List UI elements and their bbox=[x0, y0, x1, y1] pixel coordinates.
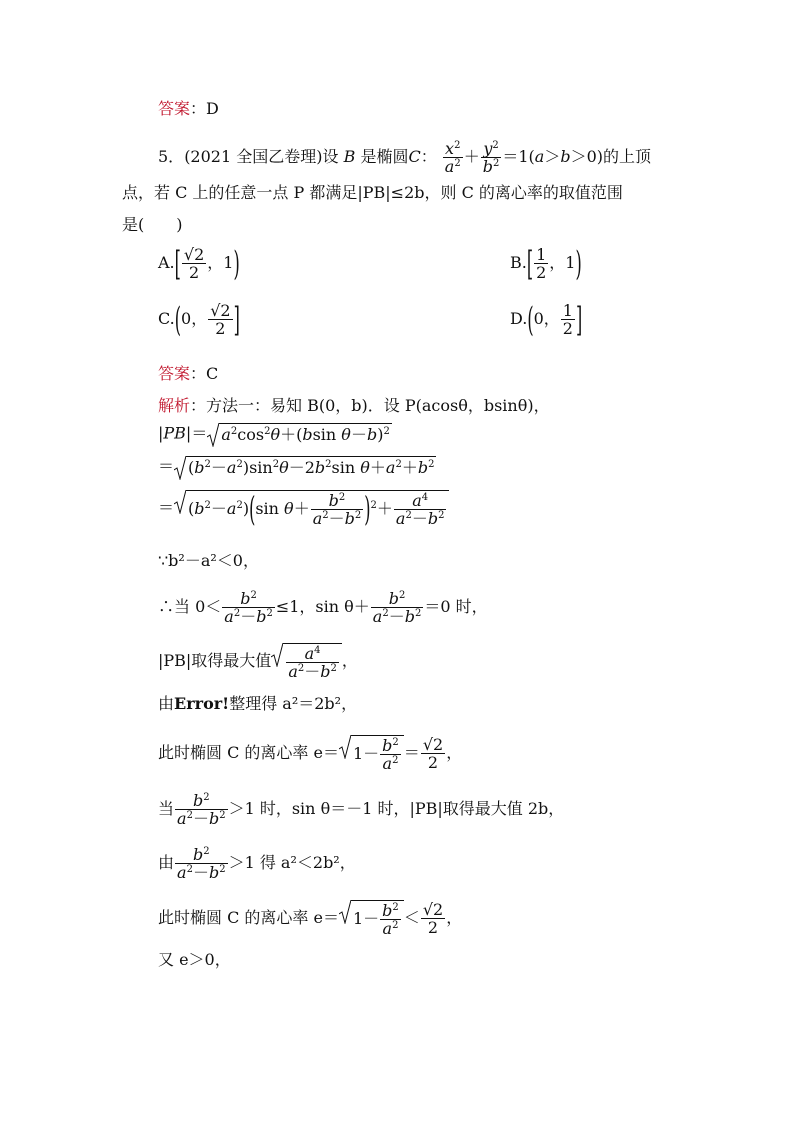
analysis-text: 由 bbox=[158, 694, 175, 713]
option-d: D.(0， $\frac{1}{2}$ ] bbox=[510, 299, 583, 340]
answer-value: ：D bbox=[190, 99, 219, 118]
analysis-text: 此时椭圆 C 的离心率 e＝ bbox=[158, 908, 339, 927]
answer-line-1 bbox=[158, 99, 219, 119]
eccentricity-1: 此时椭圆 C 的离心率 e＝ 1－ $\frac{b^2}{a^2}$ ＝ $\frac{√2}{2}$ ， bbox=[158, 735, 463, 773]
question-text: 的上顶 bbox=[603, 147, 652, 166]
question-text: 是椭圆 bbox=[360, 147, 409, 166]
analysis-text: ＞1 时，sin θ＝－1 时，|PB|取得最大值 2b， bbox=[228, 799, 565, 818]
analysis-text: ＞1 得 a²＜2b²， bbox=[228, 853, 356, 872]
analysis-intro bbox=[158, 396, 550, 416]
option-b: B.[ $\frac{1}{2}$ ，1) bbox=[510, 243, 582, 284]
fraction: $\frac{y^2}{b^2}$ bbox=[482, 139, 500, 176]
analysis-text: 当 bbox=[158, 799, 175, 818]
error-text: Error! bbox=[174, 694, 230, 713]
answer-label: 答案 bbox=[158, 364, 191, 383]
formula-pb: |PB|＝ $a^2\cos^2\theta+(bsin$ θ－b)$^2$ bbox=[158, 423, 390, 444]
analysis-text: ：方法一：易知 B(0，b)．设 P(acosθ，bsinθ)， bbox=[190, 396, 550, 415]
analysis-text: 此时椭圆 C 的离心率 e＝ bbox=[158, 743, 339, 762]
also-line: 又 e＞0， bbox=[158, 950, 231, 969]
question-line-3: 是( ) bbox=[122, 215, 183, 234]
fraction: $\frac{x^2}{a^2}$ bbox=[444, 139, 461, 176]
analysis-label: 解析 bbox=[158, 396, 191, 415]
option-key: B. bbox=[510, 253, 527, 272]
formula-expand: ＝ $(b^2-a^2)\sin^2\theta-2b^2\sin$ $\theta+a^2+b^2$ bbox=[158, 456, 435, 477]
max-value-1: |PB|取得最大值 $\frac{a^4}{a^2-b^2}$ ， bbox=[158, 644, 358, 681]
answer-label: 答案 bbox=[158, 99, 191, 118]
option-a: A.[ $\frac{√2}{2}$ ，1) bbox=[158, 243, 240, 284]
analysis-text: 整理得 a²＝2b²， bbox=[229, 694, 358, 713]
error-line bbox=[158, 694, 357, 714]
analysis-text: 由 bbox=[158, 853, 175, 872]
option-key: D. bbox=[510, 309, 528, 328]
answer-value: ：C bbox=[190, 364, 219, 383]
condition-1: ∵b²－a²＜0， bbox=[158, 551, 259, 570]
analysis-text: ＝0 时， bbox=[424, 597, 488, 616]
question-text: 设 bbox=[322, 147, 344, 166]
condition-2: ∴当 0＜ $\frac{b^2}{a^2-b^2}$ ≤1，sin θ＋ $\frac{b^2}{a^2-b^2}$ ＝0 时， bbox=[158, 589, 488, 626]
question-source: (2021 全国乙卷理) bbox=[184, 147, 323, 166]
analysis-text: ∴当 0＜ bbox=[158, 597, 222, 616]
formula-complete-square: ＝ $(b^2-a^2)(\sin$ θ＋ $\frac{b^2}{a^2-b^2}$ )$^2$＋ $\frac{a^4}{a^2-b^2}$ bbox=[158, 490, 449, 527]
option-c: C.(0， $\frac{√2}{2}$ ] bbox=[158, 299, 240, 340]
eccentricity-2: 此时椭圆 C 的离心率 e＝ 1－ $\frac{b^2}{a^2}$ ＜ $\frac{√2}{2}$ ， bbox=[158, 900, 463, 938]
answer-line-2 bbox=[158, 364, 218, 384]
question-line-1: 5．(2021 全国乙卷理)设 B 是椭圆C： $\frac{x^2}{a^2}$ ＋ $\frac{y^2}{b^2}$ ＝1(a＞b＞0)的上顶 bbox=[158, 139, 652, 176]
question-line-2: 点，若 C 上的任意一点 P 都满足|PB|≤2b，则 C 的离心率的取值范围 bbox=[122, 183, 623, 202]
analysis-text: |PB|取得最大值 bbox=[158, 651, 272, 670]
option-key: A. bbox=[158, 253, 175, 272]
question-number: 5． bbox=[158, 147, 185, 166]
analysis-text: ≤1，sin θ＋ bbox=[275, 597, 370, 616]
option-key: C. bbox=[158, 309, 175, 328]
from-2: 由 $\frac{b^2}{a^2-b^2}$ ＞1 得 a²＜2b²， bbox=[158, 845, 356, 882]
case-2: 当 $\frac{b^2}{a^2-b^2}$ ＞1 时，sin θ＝－1 时，|PB|取得最大值 2b， bbox=[158, 791, 565, 828]
